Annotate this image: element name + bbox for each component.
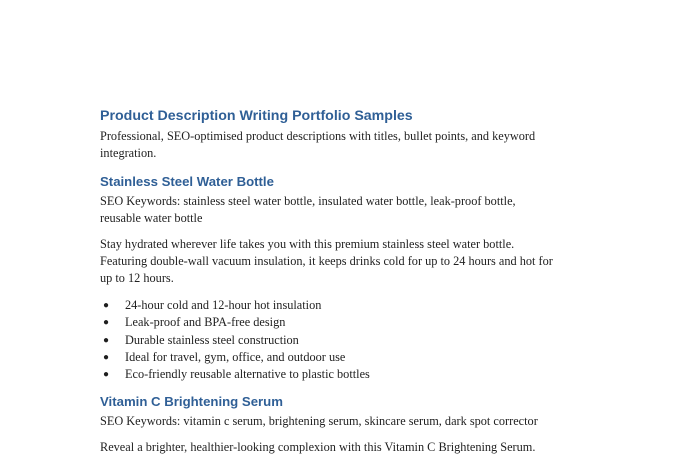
seo-keywords — [100, 193, 600, 227]
list-item — [100, 349, 600, 366]
feature-text: Durable stainless steel construction — [125, 332, 299, 347]
description-line: Reveal a brighter, healthier-looking complexion with this Vitamin C Brightening Serum. — [100, 440, 536, 455]
feature-text: Eco-friendly reusable alternative to plastic bottles — [125, 367, 370, 382]
product-heading: Stainless Steel Water Bottle — [100, 174, 274, 189]
bullet-icon: ● — [103, 317, 110, 329]
description-line: up to 12 hours. — [100, 271, 174, 285]
list-item — [100, 366, 600, 383]
product-description — [100, 236, 600, 287]
product-description — [100, 439, 600, 456]
keywords-line: SEO Keywords: vitamin c serum, brightening serum, skincare serum, dark spot corrector — [100, 414, 538, 429]
list-item — [100, 314, 600, 331]
product-section-vitamin-c-serum — [100, 392, 600, 456]
bullet-icon: ● — [103, 334, 110, 346]
description-line: Featuring double-wall vacuum insulation, it keeps drinks cold for up to 24 hours and hot for — [100, 254, 553, 268]
product-heading: Vitamin C Brightening Serum — [100, 394, 283, 410]
bullet-icon: ● — [103, 300, 110, 311]
seo-keywords — [100, 413, 600, 430]
bullet-icon: ● — [103, 369, 110, 381]
document-intro — [100, 128, 600, 162]
document-content — [100, 106, 600, 459]
keywords-line: SEO Keywords: stainless steel water bottle, insulated water bottle, leak-proof bottle, — [100, 194, 516, 208]
feature-text: Ideal for travel, gym, office, and outdoor use — [125, 349, 346, 364]
keywords-line: reusable water bottle — [100, 211, 203, 225]
feature-text: Leak-proof and BPA-free design — [125, 315, 286, 330]
list-item — [100, 297, 600, 314]
feature-list — [100, 297, 600, 383]
list-item — [100, 332, 600, 349]
product-section-water-bottle — [100, 172, 600, 383]
bullet-icon: ● — [103, 351, 110, 363]
intro-line: Professional, SEO-optimised product descriptions with titles, bullet points, and keyword — [100, 129, 536, 143]
feature-text: 24-hour cold and 12-hour hot insulation — [125, 298, 322, 312]
intro-line: integration. — [100, 146, 157, 160]
document-title: Product Description Writing Portfolio Samples — [100, 108, 413, 124]
description-line: Stay hydrated wherever life takes you with this premium stainless steel water bottle. — [100, 237, 515, 251]
